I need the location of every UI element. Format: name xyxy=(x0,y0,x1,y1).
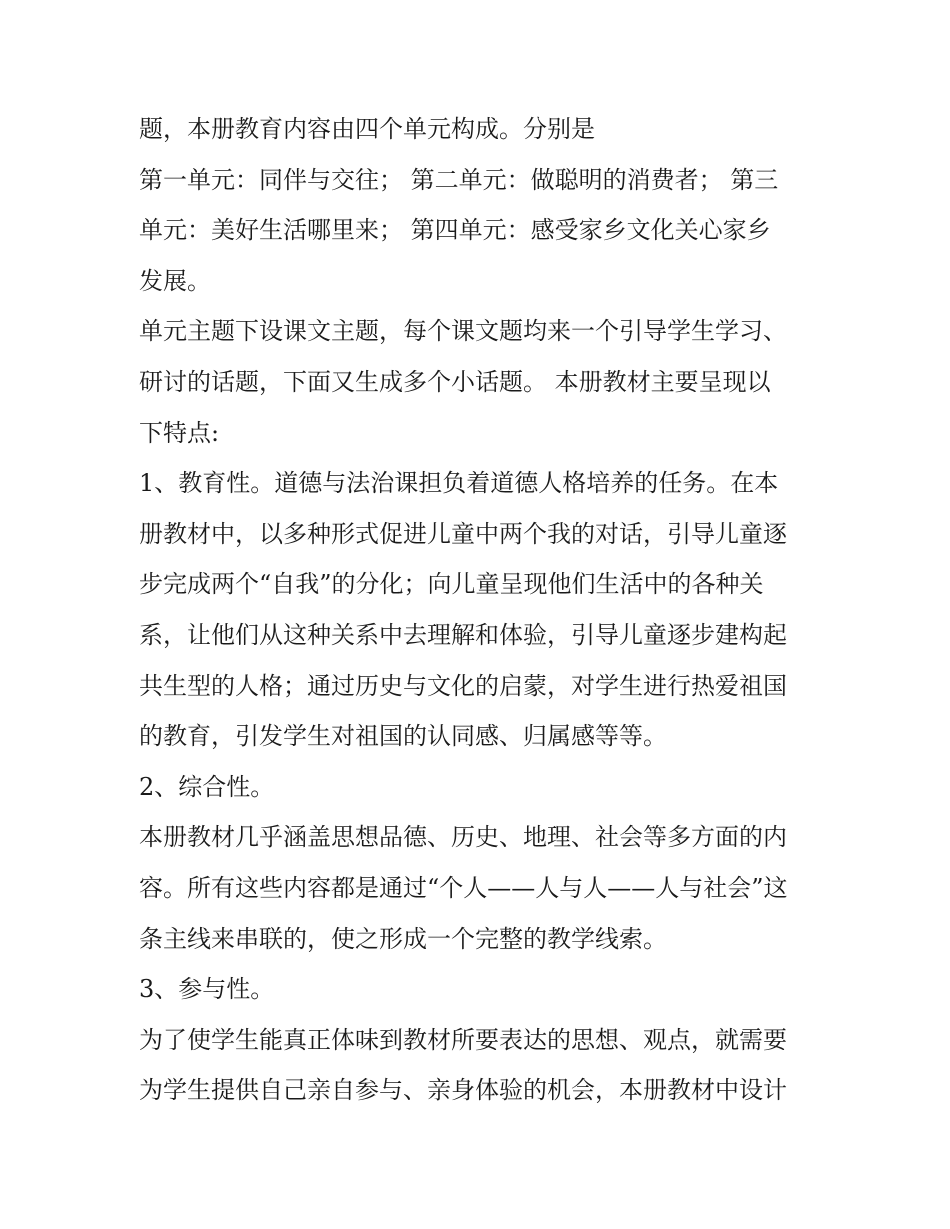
text-line: 容。所有这些内容都是通过“个人——人与人——人与社会”这 xyxy=(139,873,788,902)
text-line: 3、参与性。 xyxy=(139,975,275,1004)
text-line: 研讨的话题，下面又生成多个小话题。 本册教材主要呈现以 xyxy=(139,367,771,396)
text-line: 步完成两个“自我”的分化；向儿童呈现他们生活中的各种关 xyxy=(139,570,764,599)
text-line: 单元主题下设课文主题，每个课文题均来一个引导学生学习、 xyxy=(139,317,787,346)
text-line: 第一单元：同伴与交往； 第二单元：做聪明的消费者； 第三 xyxy=(139,165,779,194)
text-line: 下特点: xyxy=(139,418,220,447)
text-line: 本册教材几乎涵盖思想品德、历史、地理、社会等多方面的内 xyxy=(139,823,787,852)
text-line: 2、综合性。 xyxy=(139,772,275,801)
document-body xyxy=(139,104,829,1116)
text-line: 系，让他们从这种关系中去理解和体验，引导儿童逐步建构起 xyxy=(139,620,787,649)
text-line: 单元：美好生活哪里来； 第四单元：感受家乡文化关心家乡 xyxy=(139,216,771,245)
text-line: 册教材中，以多种形式促进儿童中两个我的对话，引导儿童逐 xyxy=(139,519,787,548)
text-line: 为学生提供自己亲自参与、亲身体验的机会，本册教材中设计 xyxy=(139,1076,787,1105)
text-line: 为了使学生能真正体味到教材所要表达的思想、观点，就需要 xyxy=(139,1025,787,1054)
text-line: 共生型的人格；通过历史与文化的启蒙，对学生进行热爱祖国 xyxy=(139,671,787,700)
text-line: 题，本册教育内容由四个单元构成。分别是 xyxy=(139,115,595,143)
text-line: 的教育，引发学生对祖国的认同感、归属感等等。 xyxy=(139,722,667,751)
text-line: 条主线来串联的，使之形成一个完整的教学线索。 xyxy=(139,924,667,953)
text-line: 1、教育性。道德与法治课担负着道德人格培养的任务。在本 xyxy=(139,469,779,498)
text-line: 发展。 xyxy=(139,266,211,295)
